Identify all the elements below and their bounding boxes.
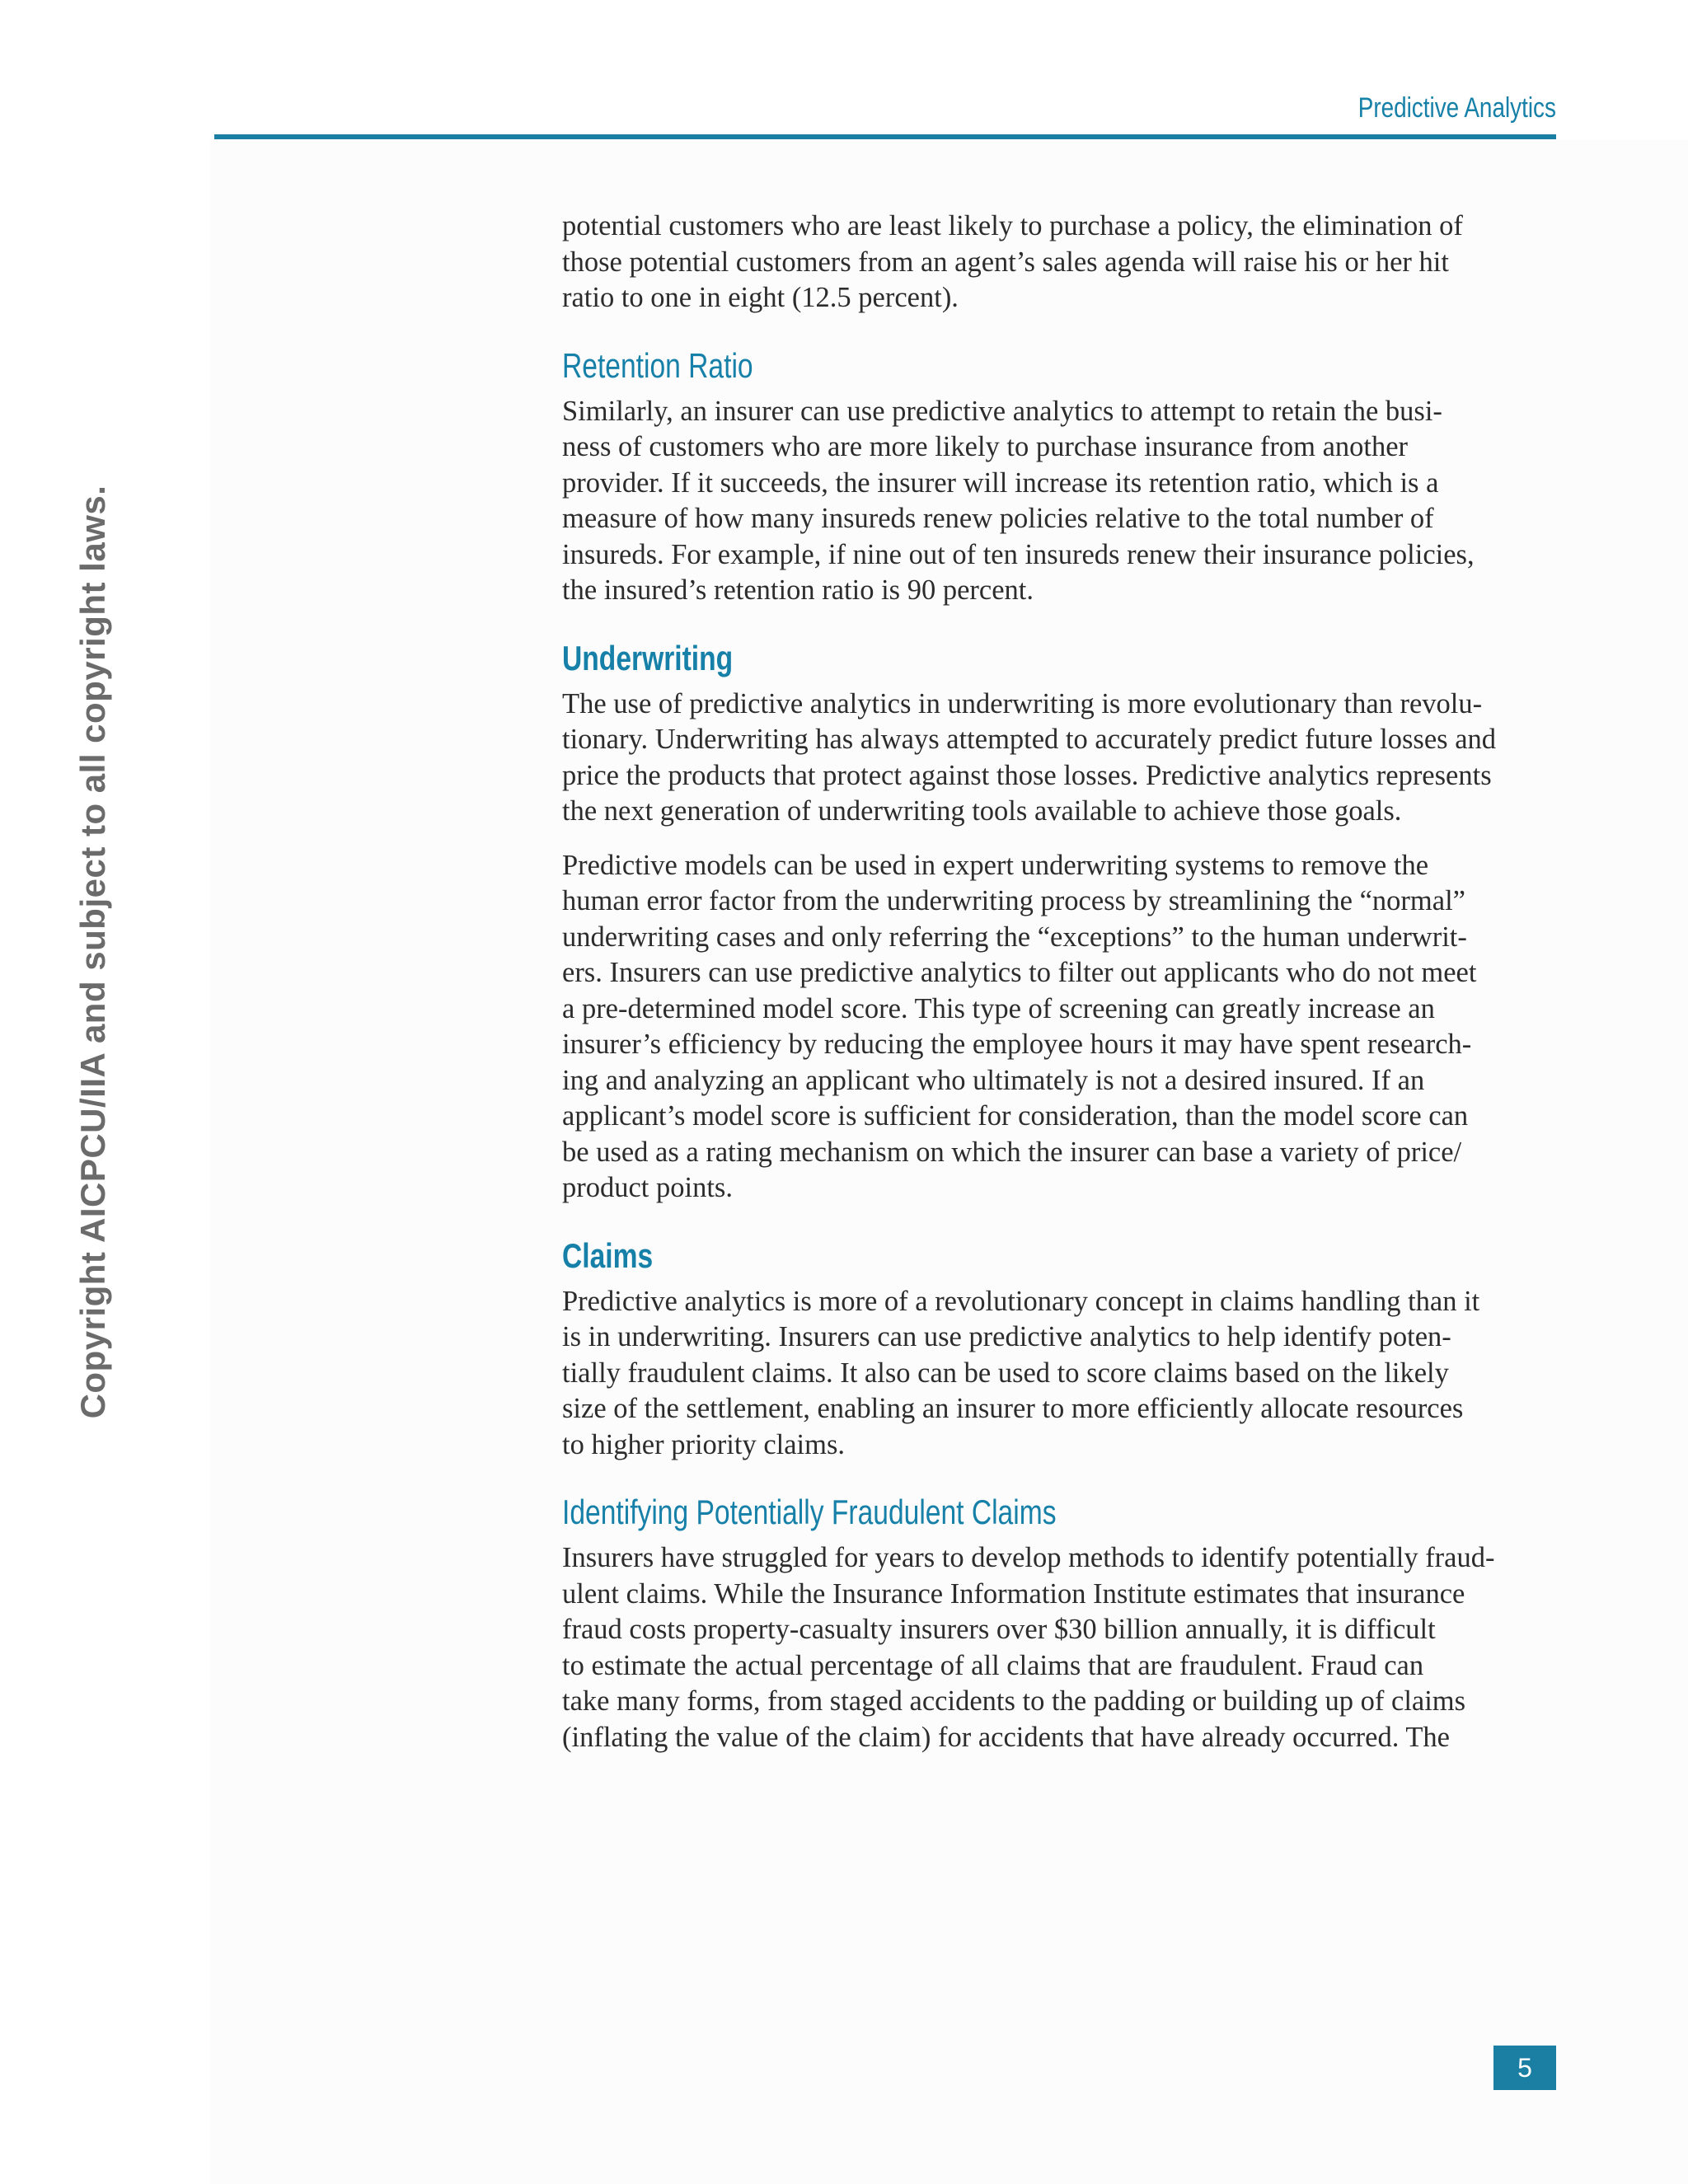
claims-paragraph bbox=[562, 1284, 1559, 1464]
heading-identifying-fraudulent-claims: Identifying Potentially Fraudulent Claims bbox=[562, 1493, 1057, 1531]
text-line: measure of how many insureds renew policies relative to the total number of bbox=[562, 503, 1434, 534]
text-line: insureds. For example, if nine out of ten insureds renew their insurance policies, bbox=[562, 538, 1475, 570]
text-line: ing and analyzing an applicant who ultimately is not a desired insured. If an bbox=[562, 1064, 1425, 1096]
text-line: the insured’s retention ratio is 90 percent. bbox=[562, 574, 1034, 606]
text-line: tionary. Underwriting has always attempted to accurately predict future losses and bbox=[562, 724, 1497, 755]
text-line: the next generation of underwriting tools available to achieve those goals. bbox=[562, 795, 1402, 827]
text-line: insurer’s efficiency by reducing the employee hours it may have spent research- bbox=[562, 1029, 1472, 1060]
text-line: ers. Insurers can use predictive analytics to filter out applicants who do not meet bbox=[562, 957, 1477, 988]
text-line: potential customers who are least likely to purchase a policy, the elimination of bbox=[562, 210, 1463, 241]
text-line: product points. bbox=[562, 1172, 733, 1203]
text-line: Similarly, an insurer can use predictive analytics to attempt to retain the busi- bbox=[562, 395, 1442, 427]
text-line: underwriting cases and only referring the “exceptions” to the human underwrit- bbox=[562, 921, 1467, 953]
header-rule bbox=[214, 134, 1556, 139]
body-content bbox=[562, 209, 1559, 1774]
running-header: Predictive Analytics bbox=[1357, 92, 1556, 124]
text-line: a pre-determined model score. This type of screening can greatly increase an bbox=[562, 992, 1435, 1024]
heading-retention-ratio: Retention Ratio bbox=[562, 345, 753, 385]
text-line: ulent claims. While the Insurance Information Institute estimates that insurance bbox=[562, 1577, 1465, 1610]
page-number-badge: 5 bbox=[1493, 2046, 1556, 2090]
text-line: price the products that protect against those losses. Predictive analytics represents bbox=[562, 759, 1492, 791]
text-line: be used as a rating mechanism on which the insurer can base a variety of price/ bbox=[562, 1136, 1462, 1168]
fraud-paragraph bbox=[562, 1540, 1559, 1755]
text-line: fraud costs property-casualty insurers over $30 billion annually, it is difficult bbox=[562, 1614, 1436, 1645]
text-line: human error factor from the underwriting process by streamlining the “normal” bbox=[562, 885, 1465, 916]
text-line: to higher priority claims. bbox=[562, 1428, 846, 1460]
text-line: take many forms, from staged accidents to the padding or building up of claims bbox=[562, 1685, 1466, 1717]
text-line: tially fraudulent claims. It also can be used to score claims based on the likely bbox=[562, 1357, 1449, 1389]
text-line: (inflating the value of the claim) for accidents that have already occurred. The bbox=[562, 1721, 1450, 1753]
text-line: is in underwriting. Insurers can use predictive analytics to help identify poten- bbox=[562, 1321, 1451, 1352]
text-line: applicant’s model score is sufficient for consideration, than the model score can bbox=[562, 1100, 1469, 1132]
heading-claims: Claims bbox=[562, 1235, 654, 1275]
copyright-watermark: Copyright AICPCU/IIA and subject to all copyright laws. bbox=[73, 485, 112, 1419]
text-line: ratio to one in eight (12.5 percent). bbox=[562, 282, 959, 313]
text-line: Insurers have struggled for years to develop methods to identify potentially fraud- bbox=[562, 1542, 1495, 1573]
retention-paragraph bbox=[562, 394, 1559, 609]
underwriting-paragraph-2 bbox=[562, 848, 1559, 1207]
text-line: Predictive analytics is more of a revolutionary concept in claims handling than it bbox=[562, 1285, 1480, 1317]
text-line: The use of predictive analytics in underwriting is more evolutionary than revolu- bbox=[562, 687, 1483, 719]
underwriting-paragraph-1 bbox=[562, 687, 1559, 830]
intro-paragraph bbox=[562, 209, 1559, 316]
text-line: ness of customers who are more likely to purchase insurance from another bbox=[562, 431, 1409, 462]
text-line: size of the settlement, enabling an insurer to more efficiently allocate resources bbox=[562, 1393, 1464, 1424]
text-line: those potential customers from an agent’s sales agenda will raise his or her hit bbox=[562, 246, 1449, 278]
text-line: provider. If it succeeds, the insurer will increase its retention ratio, which is a bbox=[562, 466, 1439, 499]
text-line: to estimate the actual percentage of all claims that are fraudulent. Fraud can bbox=[562, 1649, 1424, 1681]
text-line: Predictive models can be used in expert underwriting systems to remove the bbox=[562, 849, 1429, 881]
heading-underwriting: Underwriting bbox=[562, 638, 734, 677]
